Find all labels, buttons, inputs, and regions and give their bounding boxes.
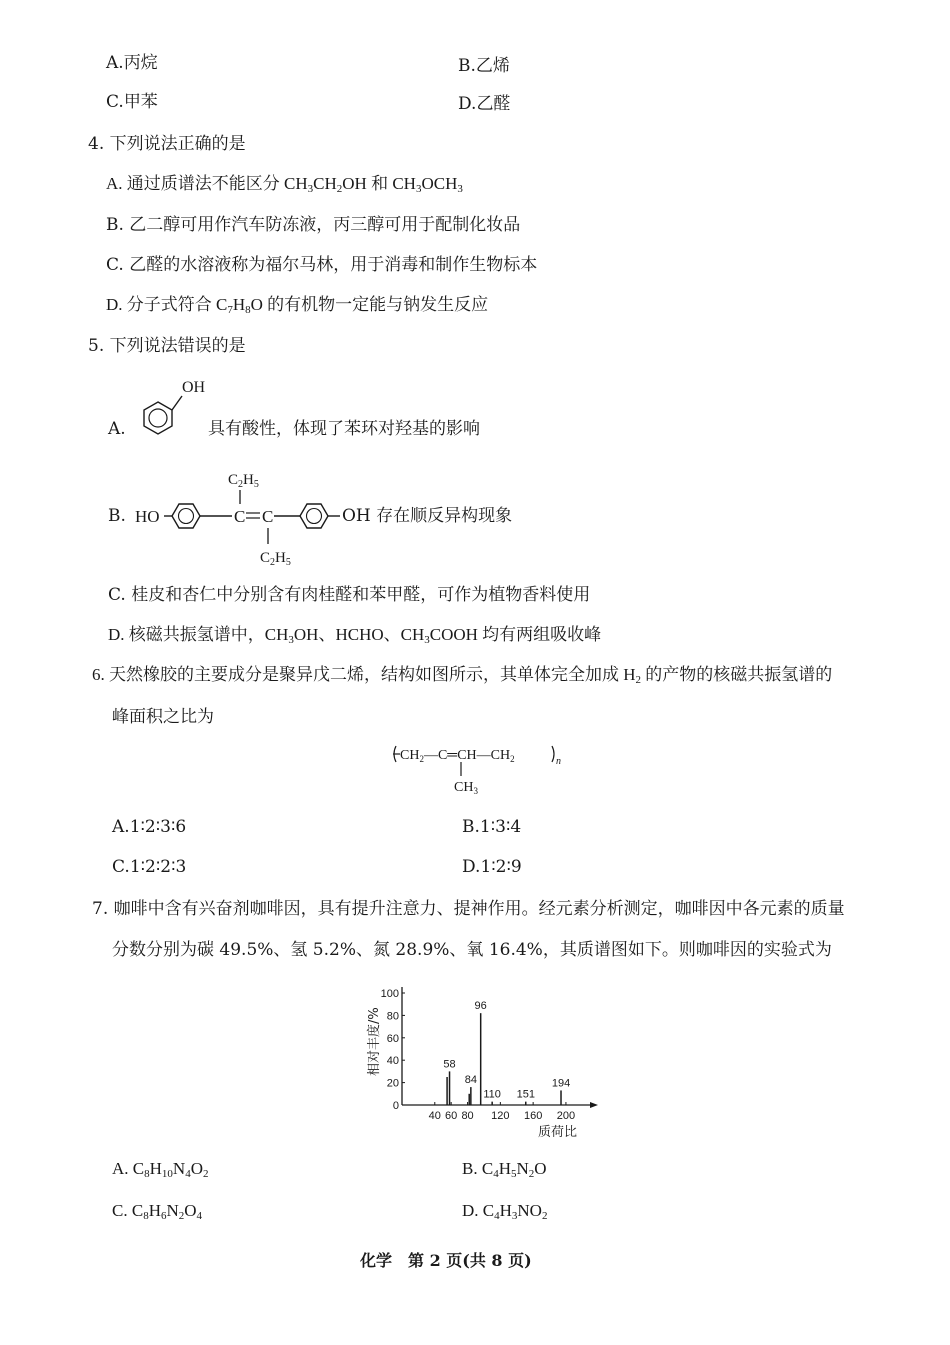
q5-option-a-label: A. <box>108 419 126 439</box>
peak-label: 110 <box>483 1088 501 1101</box>
chart-xlabel: 质荷比 <box>538 1125 578 1140</box>
peak-label: 84 <box>464 1074 477 1087</box>
x-axis-arrow <box>590 1102 598 1108</box>
phenol-structure <box>130 372 210 452</box>
q4-stem: 4. 下列说法正确的是 <box>88 134 246 154</box>
polyisoprene-chain: $CH_2—C═CH—CH_2$ <box>400 748 515 764</box>
q7-option-c: C. $C_8H_6N_2O_4$ <box>112 1201 203 1222</box>
peak-label: 96 <box>474 1000 487 1013</box>
x-tick-label: 160 <box>523 1110 543 1122</box>
peak-label: 58 <box>443 1058 456 1071</box>
alkene-c2: C <box>262 507 274 526</box>
q3-option-a: A.丙烷 <box>106 53 158 73</box>
q7-option-b: B. $C_4H_5N_2O$ <box>462 1159 547 1180</box>
q6-option-a: A.1∶2∶3∶6 <box>112 817 187 837</box>
x-tick-label: 40 <box>428 1110 441 1122</box>
y-tick-label: 60 <box>386 1032 399 1045</box>
x-tick-label: 80 <box>461 1110 474 1122</box>
q7-stem-line2: 分数分别为碳 49.5%、氢 5.2%、氮 28.9%、氧 16.4%，其质谱图如下。则咖啡因的实验式为 <box>112 940 832 960</box>
y-tick-label: 100 <box>380 988 399 1000</box>
q6-stem-line2: 峰面积之比为 <box>112 707 214 727</box>
q5-option-b-label: B. <box>108 506 126 526</box>
q4-option-c: C. 乙醛的水溶液称为福尔马林，用于消毒和制作生物标本 <box>106 255 538 275</box>
q6-option-c: C.1∶2∶2∶3 <box>112 857 187 877</box>
peak-label: 194 <box>551 1077 571 1090</box>
mass-spectrum-chart <box>362 976 602 1144</box>
peak-label: 151 <box>516 1088 535 1101</box>
y-tick-label: 20 <box>386 1077 399 1090</box>
q4-option-b: B. 乙二醇可用作汽车防冻液，丙三醇可用于配制化妆品 <box>106 215 521 235</box>
q6-stem-line1: 6. 天然橡胶的主要成分是聚异戊二烯，结构如图所示，其单体完全加成 $H_2$ 的产物的核磁共振氢谱的 <box>92 665 833 686</box>
q3-option-b: B.乙烯 <box>458 56 510 76</box>
x-tick-label: 120 <box>491 1110 510 1122</box>
q7-option-a: A. $C_8H_{10}N_4O_2$ <box>112 1159 209 1180</box>
polyisoprene-structure <box>388 738 568 798</box>
chart-ylabel: 相对丰度/% <box>367 1007 382 1076</box>
q5-stem: 5. 下列说法错误的是 <box>88 336 246 356</box>
q3-option-c: C.甲苯 <box>106 92 158 112</box>
q6-option-d: D.1∶2∶9 <box>462 857 522 877</box>
ethyl-top-label: $C_2H_5$ <box>228 472 259 490</box>
q4-option-a: A. 通过质谱法不能区分 $CH_3CH_2OH$ 和 $CH_3OCH_3$ <box>106 174 463 195</box>
y-tick-label: 40 <box>386 1055 399 1068</box>
y-tick-label: 80 <box>386 1010 399 1023</box>
q5-option-a-text: 具有酸性，体现了苯环对羟基的影响 <box>208 419 480 439</box>
q5-option-d: D. 核磁共振氢谱中，$CH_3OH$、HCHO、$CH_3COOH$ 均有两组吸收峰 <box>108 625 602 646</box>
q5-option-b-text: OH 存在顺反异构现象 <box>342 506 513 526</box>
x-tick-label: 200 <box>556 1110 576 1122</box>
q7-stem-line1: 7. 咖啡中含有兴奋剂咖啡因，具有提升注意力、提神作用。经元素分析测定，咖啡因中各元素的质量 <box>92 899 845 919</box>
q7-option-d: D. $C_4H_3NO_2$ <box>462 1201 548 1222</box>
q4-option-d: D. 分子式符合 $C_7H_8O$ 的有机物一定能与钠发生反应 <box>106 295 489 316</box>
x-tick-label: 60 <box>445 1110 458 1122</box>
ethyl-bottom-label: $C_2H_5$ <box>260 550 291 568</box>
ho-label: HO <box>135 507 160 526</box>
polymer-n-label: n <box>556 756 561 767</box>
polyisoprene-methyl: $CH_3$ <box>454 780 478 796</box>
alkene-c1: C <box>234 507 246 526</box>
q6-option-b: B.1∶3∶4 <box>462 817 522 837</box>
q3-option-d: D.乙醛 <box>458 94 511 114</box>
y-tick-label: 0 <box>392 1100 399 1112</box>
q5-option-c: C. 桂皮和杏仁中分别含有肉桂醛和苯甲醛，可作为植物香料使用 <box>108 585 591 605</box>
phenol-oh-label: OH <box>182 379 206 396</box>
page-footer: 化学 第 2 页(共 8 页) <box>360 1251 532 1270</box>
